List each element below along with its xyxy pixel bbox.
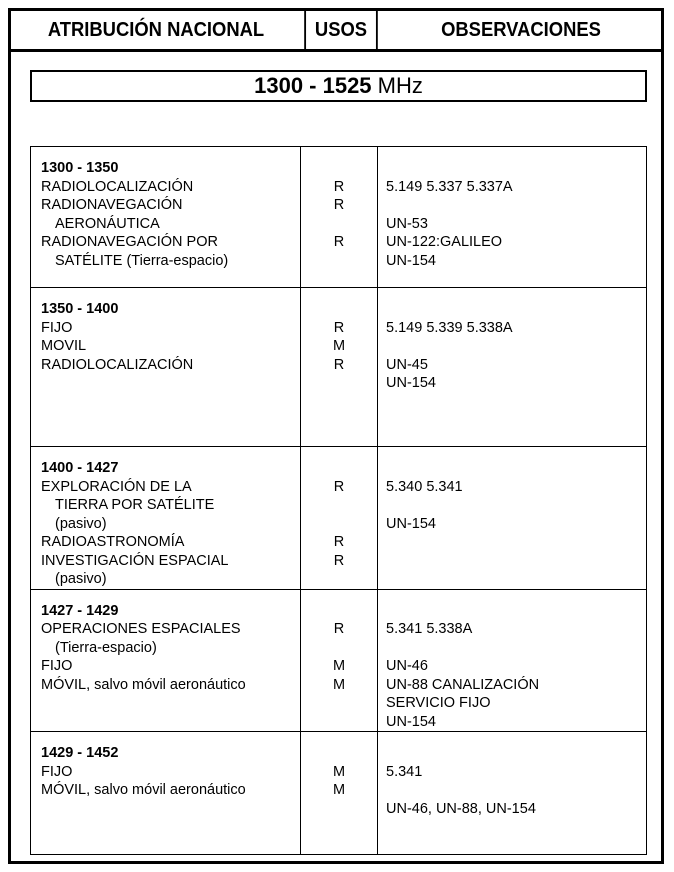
uso-code: M [332,338,346,354]
observacion-note: 5.149 5.339 5.338A [386,319,513,336]
atribucion-cell [31,147,301,288]
observacion-note: UN-46 [386,658,428,674]
service-line: RADIOASTRONOMÍA [41,534,185,550]
uso-code: M [332,676,346,693]
uso-code: R [333,178,345,195]
spacer [301,159,377,178]
observacion-note: SERVICIO FIJO [386,695,491,711]
allocation-table [30,146,647,855]
spacer [386,300,642,319]
table-row [31,147,647,288]
observaciones-cell [378,732,647,855]
service-line: OPERACIONES ESPACIALES [41,621,241,637]
usos-cell [301,732,378,855]
service-line: (pasivo) [55,571,107,587]
usos-cell [301,288,378,447]
uso-code [301,496,377,515]
uso-code [301,252,377,271]
observacion-note: UN-46, UN-88, UN-154 [386,800,536,817]
service-line: TIERRA POR SATÉLITE [55,497,215,513]
band-range-label: 1300 - 1350 [41,160,119,176]
uso-code [301,570,377,589]
table-row [31,288,647,447]
atribucion-cell [31,288,301,447]
service-line: RADIONAVEGACIÓN POR [41,234,218,250]
service-line: INVESTIGACIÓN ESPACIAL [41,552,229,569]
header-observaciones: OBSERVACIONES [441,18,601,41]
observacion-note: 5.340 5.341 [386,478,463,495]
usos-cell [301,589,378,732]
observacion-note: UN-154 [386,515,436,532]
observacion-note: UN-88 CANALIZACIÓN [386,676,540,693]
service-line: EXPLORACIÓN DE LA [41,478,192,495]
header-atribucion: ATRIBUCIÓN NACIONAL [47,18,265,41]
uso-code: R [333,319,345,336]
observacion-note: UN-154 [386,252,436,269]
observacion-note [386,639,642,658]
observacion-note: UN-45 [386,356,428,373]
uso-code: R [333,552,345,569]
band-range-label: 1427 - 1429 [41,602,119,619]
table-header [8,8,664,52]
service-line: SATÉLITE (Tierra-espacio) [55,252,229,269]
uso-code: R [333,621,345,637]
uso-code [301,639,377,658]
observacion-note: 5.341 [386,763,423,780]
atribucion-cell [31,732,301,855]
spacer [386,159,642,178]
observacion-note [386,781,642,800]
spacer [301,300,377,319]
observaciones-cell [378,447,647,590]
observacion-note [386,496,642,515]
uso-code: R [333,234,345,250]
table-row [31,732,647,855]
observacion-note: UN-154 [386,713,436,730]
uso-code [301,515,377,534]
service-line: RADIOLOCALIZACIÓN [41,356,194,373]
service-line: (Tierra-espacio) [55,639,157,656]
spacer [386,459,642,478]
band-range: 1300 - 1525 [254,73,372,98]
uso-code [301,215,377,234]
observacion-note: UN-53 [386,215,428,232]
observacion-note: UN-154 [386,375,436,391]
spacer [301,744,377,763]
atribucion-cell [31,447,301,590]
spacer [386,744,642,763]
band-range-label: 1400 - 1427 [41,460,119,476]
observaciones-cell [378,288,647,447]
band-unit: MHz [377,73,423,98]
spacer [301,459,377,478]
frequency-band-title [30,70,647,102]
uso-code: M [332,763,346,780]
service-line: RADIOLOCALIZACIÓN [41,178,194,195]
usos-cell [301,147,378,288]
table-row [31,589,647,732]
service-line: (pasivo) [55,515,107,532]
observacion-note [386,337,642,356]
uso-code: R [333,534,345,550]
service-line: MOVIL [41,338,87,354]
observaciones-cell [378,147,647,288]
band-range-label: 1350 - 1400 [41,301,119,317]
uso-code: R [333,356,345,373]
header-usos: USOS [304,11,378,49]
uso-code: M [332,658,346,674]
uso-code: R [333,197,345,213]
atribucion-cell [31,589,301,732]
spacer [301,602,377,621]
uso-code: M [332,782,346,798]
band-range-label: 1429 - 1452 [41,745,119,761]
service-line: FIJO [41,658,73,674]
observacion-note: 5.149 5.337 5.337A [386,178,513,195]
uso-code: R [333,478,345,495]
service-line: FIJO [41,763,73,780]
observacion-note: UN-122:GALILEO [386,234,503,250]
service-line: MÓVIL, salvo móvil aeronáutico [41,782,246,798]
usos-cell [301,447,378,590]
spacer [386,602,642,621]
service-line: MÓVIL, salvo móvil aeronáutico [41,676,246,693]
observacion-note [386,196,642,215]
table-row [31,447,647,590]
observaciones-cell [378,589,647,732]
observacion-note: 5.341 5.338A [386,621,473,637]
service-line: AERONÁUTICA [55,215,160,232]
service-line: RADIONAVEGACIÓN [41,197,183,213]
service-line: FIJO [41,319,73,336]
